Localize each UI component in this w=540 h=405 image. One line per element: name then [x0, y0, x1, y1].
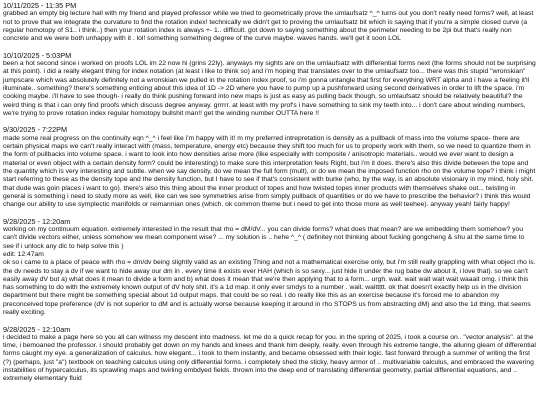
entry-date: 10/10/2025 - 5:03PM	[3, 50, 72, 60]
entry-paragraph: i decided to make a page here so you all can witness my descent into madness. let me do a quick recap for you. in the spring of 2025, i took a course on.. "vector analysis". at the time, i bemoaned the professor. i should probably get down on my hands and knees and thank him deeply, really. even through his extreme tangle, the alluring gleam of differential forms caught my eye. a generalization of calculus. how elegant... i took to them instantly, and became obsessed with their logic. fast forward through a summer of writing the first (?) (perhaps, just "a") textbook on teaching calculus using only differential forms. i completely shed the sticky, heavy armor of .. multivariable calculus, and embraced the wavering instabilities of hypercalculus, its sprawling maps and twirling embdyed fields. thrown into the deep end of translating differential geometry, partial differential equations, and .. extremely elementary fluid	[3, 333, 536, 383]
entry-spacer	[3, 118, 537, 126]
entry-spacer	[3, 209, 537, 217]
entry-date: 9/30/2025 - 7:22PM	[3, 125, 68, 135]
journal-entry	[3, 2, 537, 43]
journal-entry	[3, 126, 537, 209]
entry-date: 10/11/2025 - 11:35 PM	[3, 1, 77, 10]
journal-entry	[3, 218, 537, 318]
entry-paragraph: been a hot second since i worked on proofs LOL im 22 now hi (grins 22ly). anyways my sights are on the umlaufsatz with differential forms next (the forms should not be surprising at this point). i did a really elegant thing for index notation (at least i like to think so) and i'm hoping that translates over to the umlaufsatz too... there was this stupid "wronskian" jumpscare which was absolutely definitely not a wronskian we pulled in the rotation index proof, so i'm gonna untangle that first for everything WRT alpha and i have a feeling it'll illuminate.. something? there's something enticing about this idea of 1D -> 2D where you have to pump up a pushforward using second derivatives in order to lift the space. i'm cooking maybe. i'll have to see though- i really do think pushing forward into new maps is just as easy as pulling back though, so umlaufsatz should be relatively beautiful? the weird thing is that i can only find proofs which discuss degree anyway. grrrrr. at least with my prof's i have something to sink my teeth into... i don't care about winding numbers, we're trying to prove rotation index regular homotopy bullshit man!! get the winding number OUTTA here !!	[3, 60, 536, 117]
entry-paragraph: edit: 12:47am	[3, 250, 44, 258]
journal-entry	[3, 326, 537, 384]
entry-spacer	[3, 43, 537, 51]
entry-paragraph: ok so i came to a place of peace with rho = dm/dv being slightly valid as an existing Thing and not a mathematical exercise only, but i'm still really grappling with what object rho is. the dv needs to stay a dv if we want to hide away our dm in . every time it exists ever HAH (which is so sexy... just hide it under the rug babe dw about it, i love that). so we can't easily away dV but a) what does it mean to divide a form and b) what does it mean that we're then applying that to a form... urgh. wait. wait wait wait wait waaait omg. i think this has something to do with the extremely known output of dV holy shit. it's a 1d map. it only ever smdys to a number . wait. waittttt. ok that doesn't exactly help us in the division department but there might be something special about 1d output maps. that could be so real. i do really like this as an exercise because it's forced me to abandon my preconceived tope preference (dV is not superior to dM and is actually worse because keeping it around in rho STOPS us from abstracting dM) and also the 1d thing. that seems really exciting.	[3, 259, 536, 316]
entry-date: 9/28/2025 - 12:20am	[3, 216, 71, 226]
journal-entry	[3, 52, 537, 118]
entry-paragraph: grabbed an empty big lecture hall with my friend and played professor while we tried to geometrically prove the umlaufsatz ^_^ turns out you don't really need forms? well, at least not to prove that we integrate the curvature to find the rotation index! technically we didn't get to proving the umlaufsatz bit which is saying that if you're a simple closed curve (a regular homotopy of S1.. i think..) then your rotation index is always +- 1.. difficult. got down to saying something about the perimeter needing to be 2pi but that's really non concrete and we were both unhappy with it . lol! something something degree of the curve maybe. waves hands. we'll get it soon LOL	[3, 10, 534, 43]
entry-date: 9/28/2025 - 12:10am	[3, 324, 71, 334]
entry-spacer	[3, 317, 537, 325]
entry-paragraph: made some real progress on the continuity eqn ^_^ i feel like i'm happy with it! m my preferred intrepretation is density as a pullback of mass into the volume space- there are certain physical maps we can't really interact with (mass, temperature, energy etc) because they shift too much for us to properly work with them, so we need to quantize them in the form of pullbacks into volume space. i want to look into how densities arise more (like especially with composite / anisotropic materials.. would we ever want to design a material or even object with a certain density form? could be interesting) to make sure this interpretation feels Right, but i'm it does. there's also this divide between the tope and the quantity which is very interesting and subtle. when we say density, do we mean the full form (mult), or do we mean the imposed function rho on the volume tope? i think i might start referring to these as the density tope and the density function, but I have to see if that's consistent with burke (who, by the way, is an absolute visionary in my mind, holy shit. that dude was goin places i want to go). there's also this thing about the inner product of topes and how twisted topes inner products with themselves shake out... twisting in general is something i need to study more as well, like can we see symmetries arise from simply pullback of quantities or do we have to prescribe the behavior? i think this would change our ability to use symplectic manifolds or reimannian ones (which. ok common theme but i need to get into those more as well teehee). anyway yeah! fairly happy!	[3, 134, 536, 209]
entry-paragraph: working on my continuum equation. extremely interested in the result that rho = dM/dV... you can divide forms? what does that mean? are we embedding them somehow? you can't divide vectors either, unless somehow we mean component wise? ... my solution is .. hehe ^_^ ( definitey not thinking about fucking gongcheng & shu at the same time to see if i unlock any dlc to help solve this )	[3, 226, 525, 250]
